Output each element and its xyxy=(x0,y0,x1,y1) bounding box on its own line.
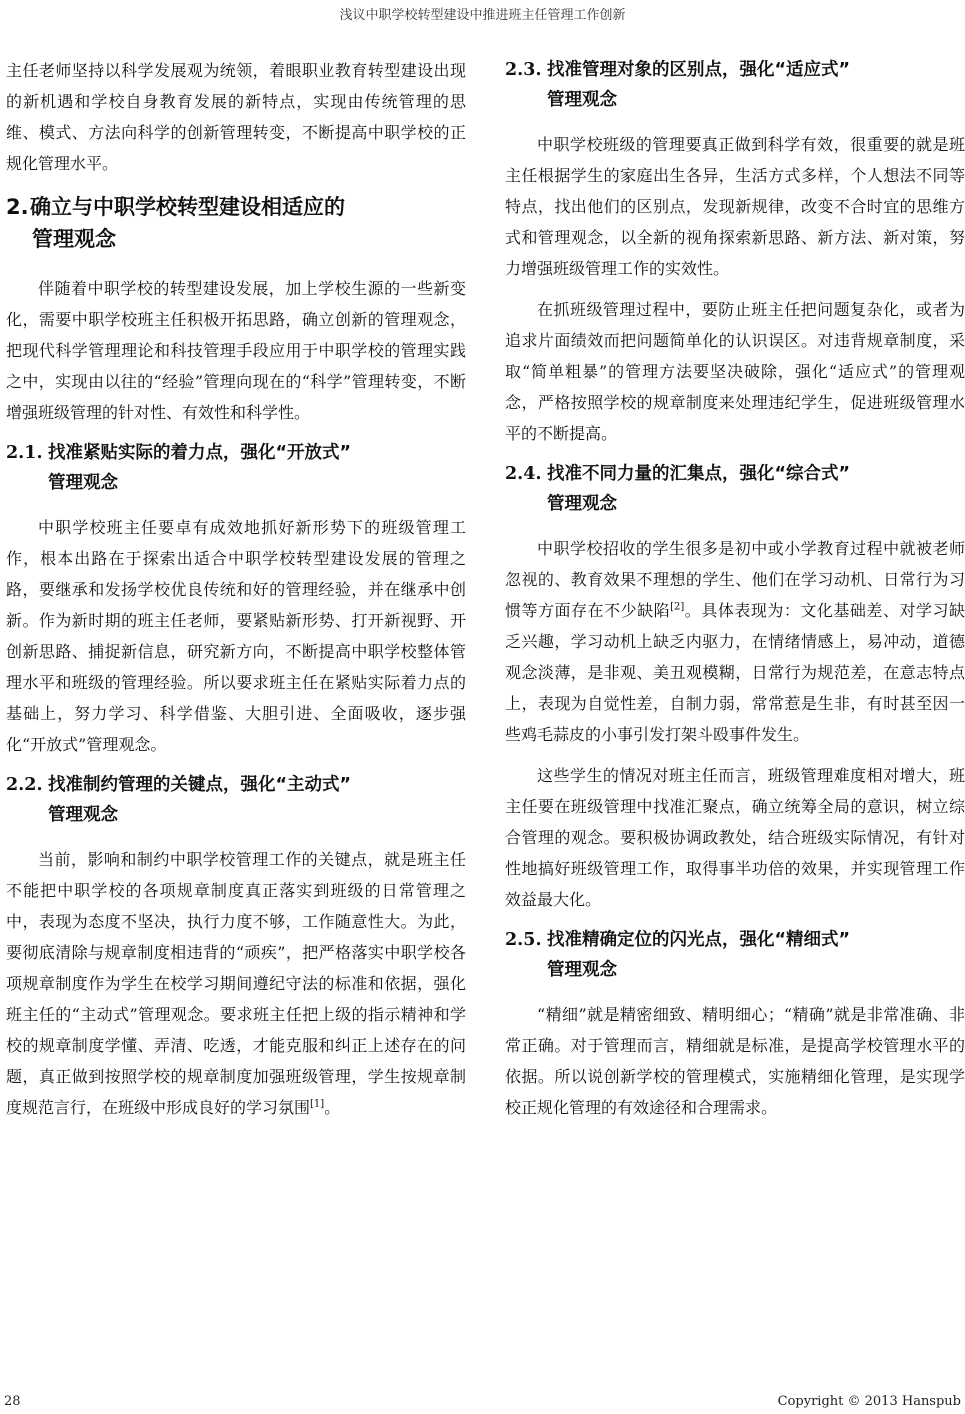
page-number: 28 xyxy=(4,1394,21,1409)
citation-1[interactable]: [1] xyxy=(310,1098,325,1110)
paragraph: 在抓班级管理过程中，要防止班主任把问题复杂化，或者为追求片面绩效而把问题简单化的认识误区。对违背规章制度，采取“简单粗暴”的管理方法要坚决破除，强化“适应式”的管理观念，严格按照学校的规章制度来处理违纪学生，促进班级管理水平的不断提高。 xyxy=(505,300,965,443)
section-number: 2. xyxy=(6,195,29,219)
paragraph: 中职学校班主任要卓有成效地抓好新形势下的班级管理工作，根本出路在于探索出适合中职学校转型建设发展的管理之路，要继承和发扬学校优良传统和好的管理经验，并在继承中创新。作为新时期的班主任老师，要紧贴新形势、打开新视野、开创新思路、捕捉新信息，研究新方向，不断提高中职学校整体管理水平和班级的管理经验。所以要求班主任在紧贴实际着力点的基础上，努力学习、科学借鉴、大胆引进、全面吸收，逐步强化“开放式”管理观念。 xyxy=(6,518,466,754)
right-column xyxy=(505,55,965,1133)
section-number: 2.4. xyxy=(505,464,542,484)
section-number: 2.5. xyxy=(505,930,542,950)
paragraph: “精细”就是精密细致、精明细心；“精确”就是非常准确、非常正确。对于管理而言，精细就是标准，是提高学校管理水平的依据。所以说创新学校的管理模式，实施精细化管理，是实现学校正规化管理的有效途径和合理需求。 xyxy=(505,1005,965,1117)
paragraph xyxy=(505,533,965,750)
section-heading-2 xyxy=(6,191,466,255)
section-title-line2: 管理观念 xyxy=(547,494,617,514)
paragraph: 中职学校班级的管理要真正做到科学有效，很重要的就是班主任根据学生的家庭出生各异，生活方式多样，个人想法不同等特点，找出他们的区别点，发现新规律，改变不合时宜的思维方式和管理观念，以全新的视角探索新思路、新方法、新对策，努力增强班级管理工作的实效性。 xyxy=(505,135,965,278)
section-title-line1: 找准制约管理的关键点，强化“主动式” xyxy=(48,775,352,795)
section-title-line2: 管理观念 xyxy=(32,227,116,251)
paragraph-text: 中职学校招收的学生很多是初中或小学教育过程中就被老师忽视的、教育效果不理想的学生、他们在学习动机、日常行为习惯等方面存在不少缺陷 xyxy=(505,539,965,620)
paragraph-text-end: 。具体表现为：文化基础差、对学习缺乏兴趣，学习动机上缺乏内驱力，在情绪情感上，易冲动，道德观念淡薄，是非观、美丑观模糊，日常行为规范差，在意志特点上，表现为自觉性差，自制力弱，常常惹是生非，有时甚至因一些鸡毛蒜皮的小事引发打架斗殴事件发生。 xyxy=(505,601,965,744)
section-number: 2.1. xyxy=(6,443,43,463)
section-title-line2: 管理观念 xyxy=(48,473,118,493)
section-number: 2.3. xyxy=(505,60,542,80)
paragraph-text: 当前，影响和制约中职学校管理工作的关键点，就是班主任不能把中职学校的各项规章制度真正落实到班级的日常管理之中，表现为态度不坚决，执行力度不够，工作随意性大。为此，要彻底清除与规章制度相违背的“顽疾”，把严格落实中职学校各项规章制度作为学生在校学习期间遵纪守法的标准和依据，强化班主任的“主动式”管理观念。要求班主任把上级的指示精神和学校的规章制度学懂、弄清、吃透，才能克服和纠正上述存在的问题，真正做到按照学校的规章制度加强班级管理，学生按规章制度规范言行，在班级中形成良好的学习氛围 xyxy=(6,850,466,1117)
left-column xyxy=(6,55,466,1133)
paragraph: 伴随着中职学校的转型建设发展，加上学校生源的一些新变化，需要中职学校班主任积极开拓思路，确立创新的管理观念，把现代科学管理理论和科技管理手段应用于中职学校的管理实践之中，实现由以往的“经验”管理向现在的“科学”管理转变，不断增强班级管理的针对性、有效性和科学性。 xyxy=(6,279,466,422)
section-title-line1: 找准不同力量的汇集点，强化“综合式” xyxy=(547,464,851,484)
section-title-line2: 管理观念 xyxy=(48,805,118,825)
citation-2[interactable]: [2] xyxy=(670,601,685,613)
paragraph-text-end: 。 xyxy=(324,1098,341,1117)
section-heading-2-4 xyxy=(505,459,965,519)
section-number: 2.2. xyxy=(6,775,43,795)
section-title-line1: 找准精确定位的闪光点，强化“精细式” xyxy=(547,930,851,950)
section-heading-2-1 xyxy=(6,438,466,498)
section-title-line1: 找准紧贴实际的着力点，强化“开放式” xyxy=(48,443,352,463)
section-heading-2-5 xyxy=(505,925,965,985)
section-title-line1: 确立与中职学校转型建设相适应的 xyxy=(30,195,345,219)
copyright-notice: Copyright © 2013 Hanspub xyxy=(777,1394,961,1409)
running-header: 浅议中职学校转型建设中推进班主任管理工作创新 xyxy=(339,8,626,23)
section-heading-2-3 xyxy=(505,55,965,115)
page-footer xyxy=(0,1394,965,1412)
section-title-line2: 管理观念 xyxy=(547,960,617,980)
section-title-line1: 找准管理对象的区别点，强化“适应式” xyxy=(547,60,851,80)
paragraph: 这些学生的情况对班主任而言，班级管理难度相对增大，班主任要在班级管理中找准汇聚点，确立统筹全局的意识，树立综合管理的观念。要积极协调政教处，结合班级实际情况，有针对性地搞好班级管理工作，取得事半功倍的效果，并实现管理工作效益最大化。 xyxy=(505,766,965,909)
paragraph: 主任老师坚持以科学发展观为统领，着眼职业教育转型建设出现的新机遇和学校自身教育发展的新特点，实现由传统管理的思维、模式、方法向科学的创新管理转变，不断提高中职学校的正规化管理水平。 xyxy=(6,61,466,173)
section-heading-2-2 xyxy=(6,770,466,830)
paragraph xyxy=(6,844,466,1123)
section-title-line2: 管理观念 xyxy=(547,90,617,110)
